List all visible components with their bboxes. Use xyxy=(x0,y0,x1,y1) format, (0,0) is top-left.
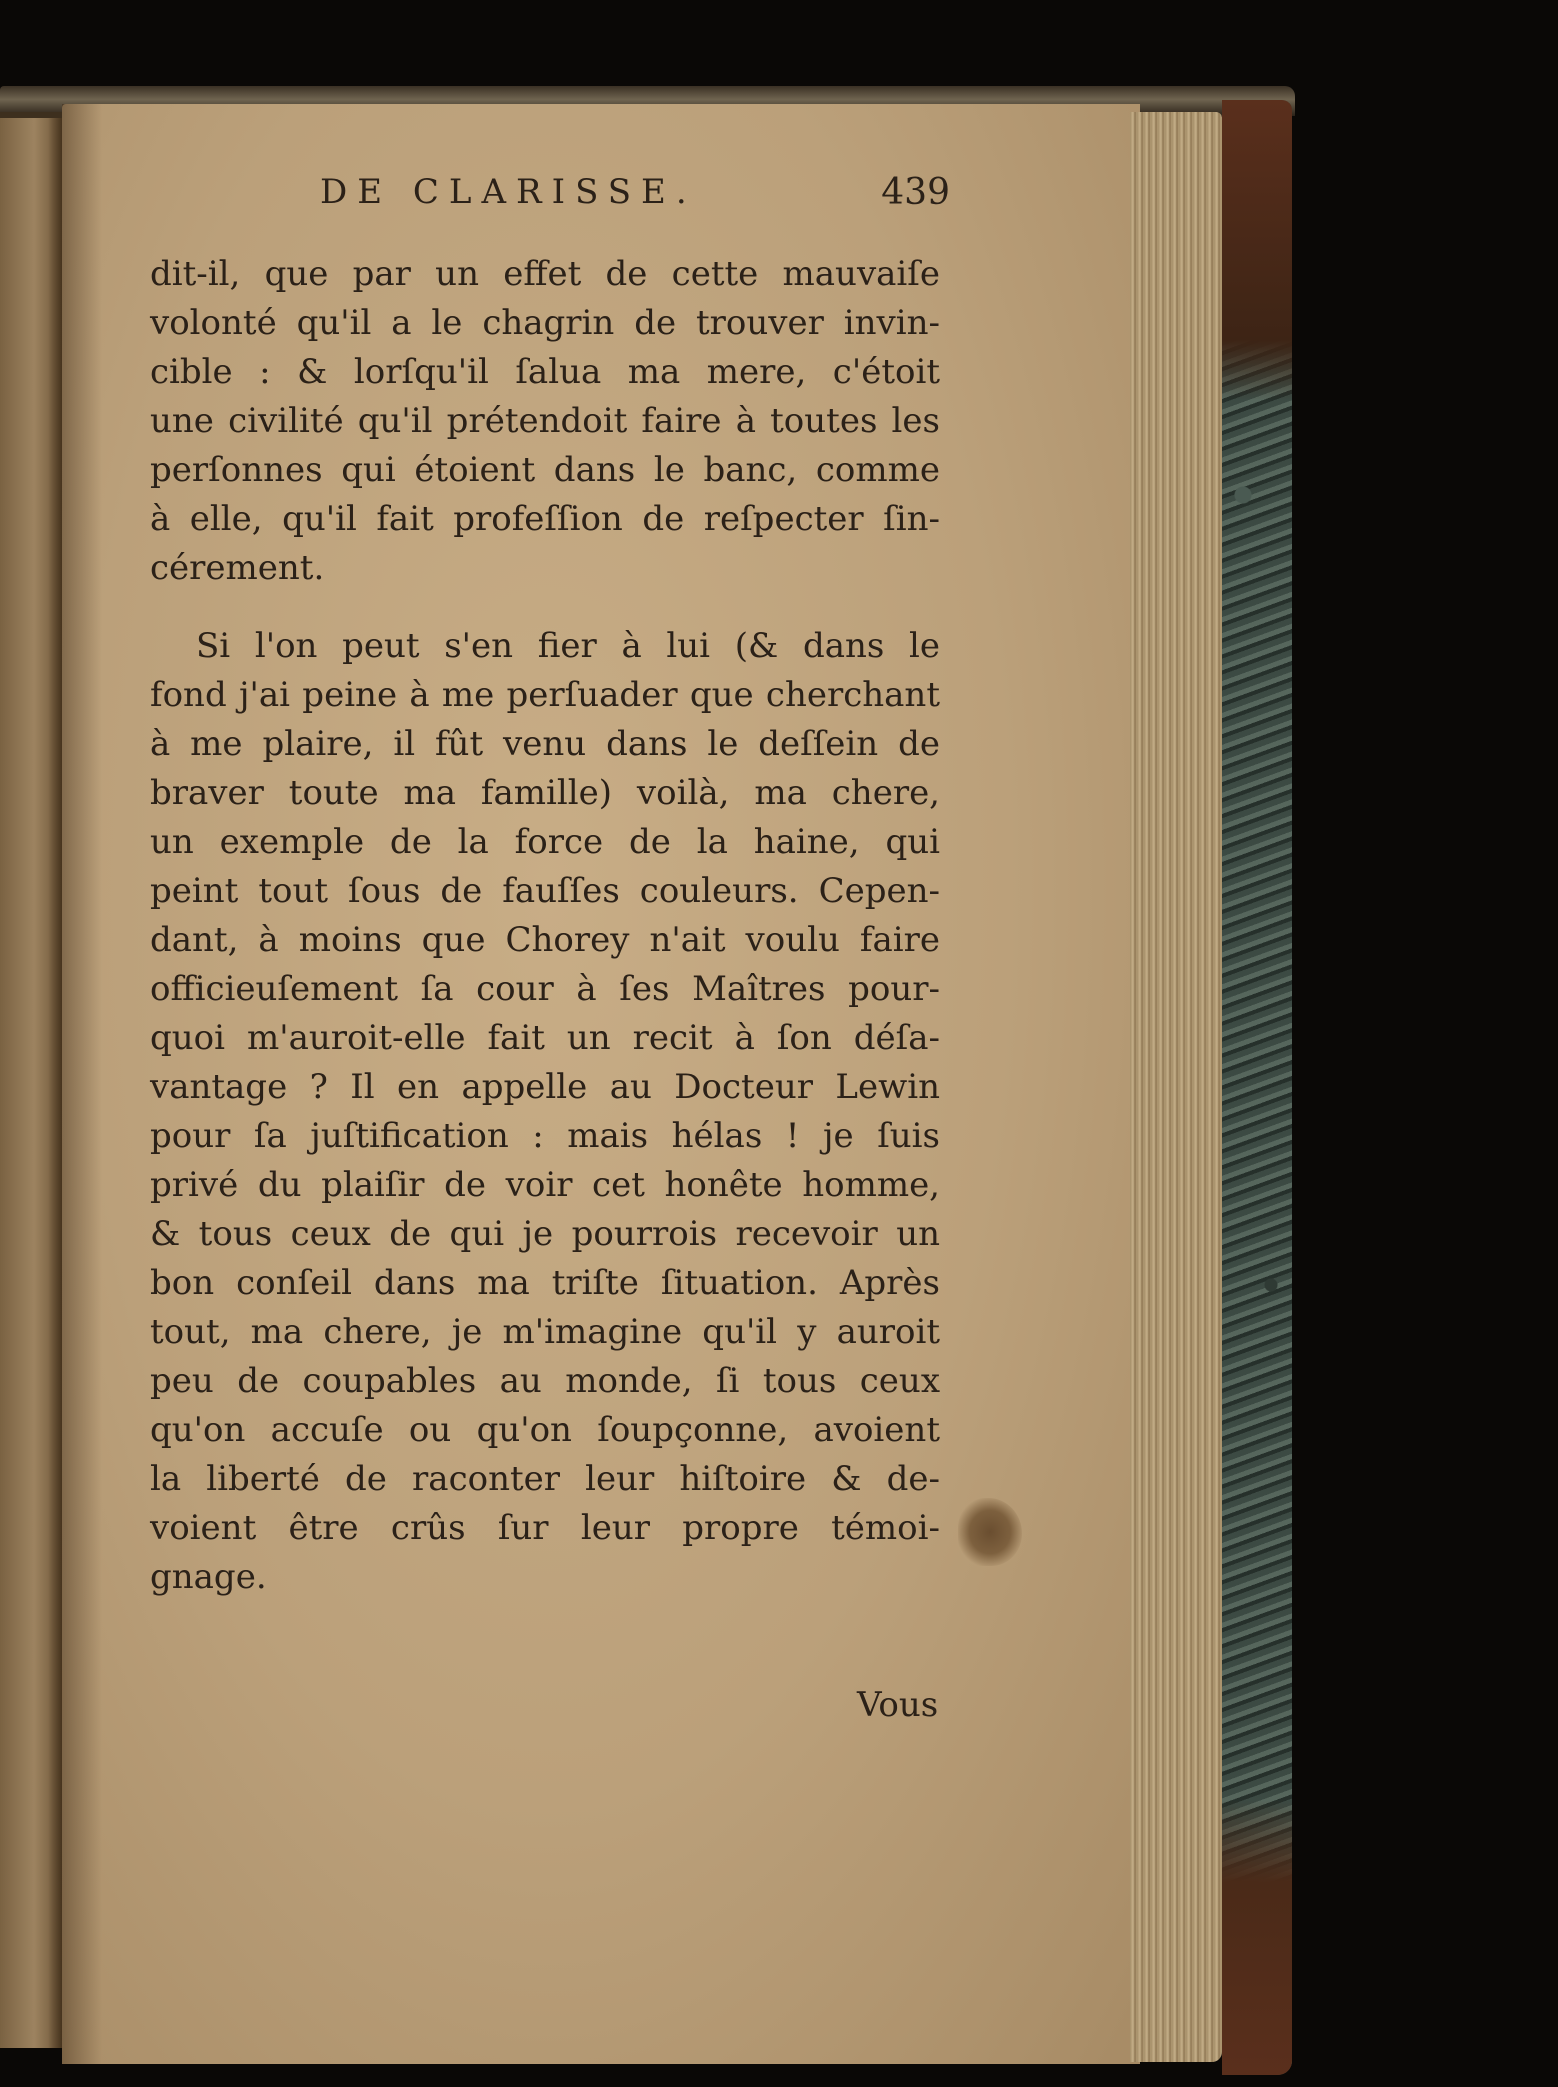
left-page-edge xyxy=(0,112,62,2048)
running-title: DE CLARISSE. xyxy=(320,172,697,212)
text-line: à elle, qu'il fait profeſſion de reſpecter ſin- xyxy=(150,499,940,539)
text-line: dant, à moins que Chorey n'ait voulu faire xyxy=(150,920,940,960)
text-line: une civilité qu'il prétendoit faire à toutes les xyxy=(150,401,940,441)
text-line: volonté qu'il a le chagrin de trouver invin- xyxy=(150,303,940,343)
text-line: braver toute ma famille) voilà, ma chere, xyxy=(150,773,940,813)
paper-stain xyxy=(958,1498,1022,1566)
text-line: peu de coupables au monde, ſi tous ceux xyxy=(150,1361,940,1401)
text-line: privé du plaiſir de voir cet honête homme, xyxy=(150,1165,940,1205)
text-line: vantage ? Il en appelle au Docteur Lewin xyxy=(150,1067,940,1107)
text-line: dit-il, que par un effet de cette mauvaiſe xyxy=(150,254,940,294)
text-line: la liberté de raconter leur hiſtoire & de- xyxy=(150,1459,940,1499)
text-line: bon conſeil dans ma triſte ſituation. Après xyxy=(150,1263,940,1303)
text-line: qu'on accuſe ou qu'on ſoupçonne, avoient xyxy=(150,1410,940,1450)
text-line: peint tout ſous de fauſſes couleurs. Cepen- xyxy=(150,871,940,911)
text-line: officieuſement ſa cour à ſes Maîtres pour- xyxy=(150,969,940,1009)
text-line: cérement. xyxy=(150,548,325,588)
page-fore-edge xyxy=(1130,112,1222,2062)
text-line: Si l'on peut s'en fier à lui (& dans le xyxy=(196,626,940,666)
text-line: quoi m'auroit-elle fait un recit à ſon déſa- xyxy=(150,1018,940,1058)
leather-corner-top xyxy=(1222,100,1292,400)
running-header xyxy=(320,172,960,228)
text-line: gnage. xyxy=(150,1557,267,1597)
leather-corner-bottom xyxy=(1222,1800,1292,2075)
page-number: 439 xyxy=(881,172,950,213)
text-line: pour ſa juſtification : mais hélas ! je ſuis xyxy=(150,1116,940,1156)
text-line: perſonnes qui étoient dans le banc, comme xyxy=(150,450,940,490)
text-line: à me plaire, il fût venu dans le deſſein de xyxy=(150,724,940,764)
text-line: & tous ceux de qui je pourrois recevoir un xyxy=(150,1214,940,1254)
text-line: un exemple de la force de la haine, qui xyxy=(150,822,940,862)
text-line: fond j'ai peine à me perſuader que cherchant xyxy=(150,675,940,715)
text-line: cible : & lorſqu'il ſalua ma mere, c'étoit xyxy=(150,352,940,392)
catchword: Vous xyxy=(857,1685,939,1725)
text-line: tout, ma chere, je m'imagine qu'il y auroit xyxy=(150,1312,940,1352)
text-line: voient être crûs ſur leur propre témoi- xyxy=(150,1508,940,1548)
